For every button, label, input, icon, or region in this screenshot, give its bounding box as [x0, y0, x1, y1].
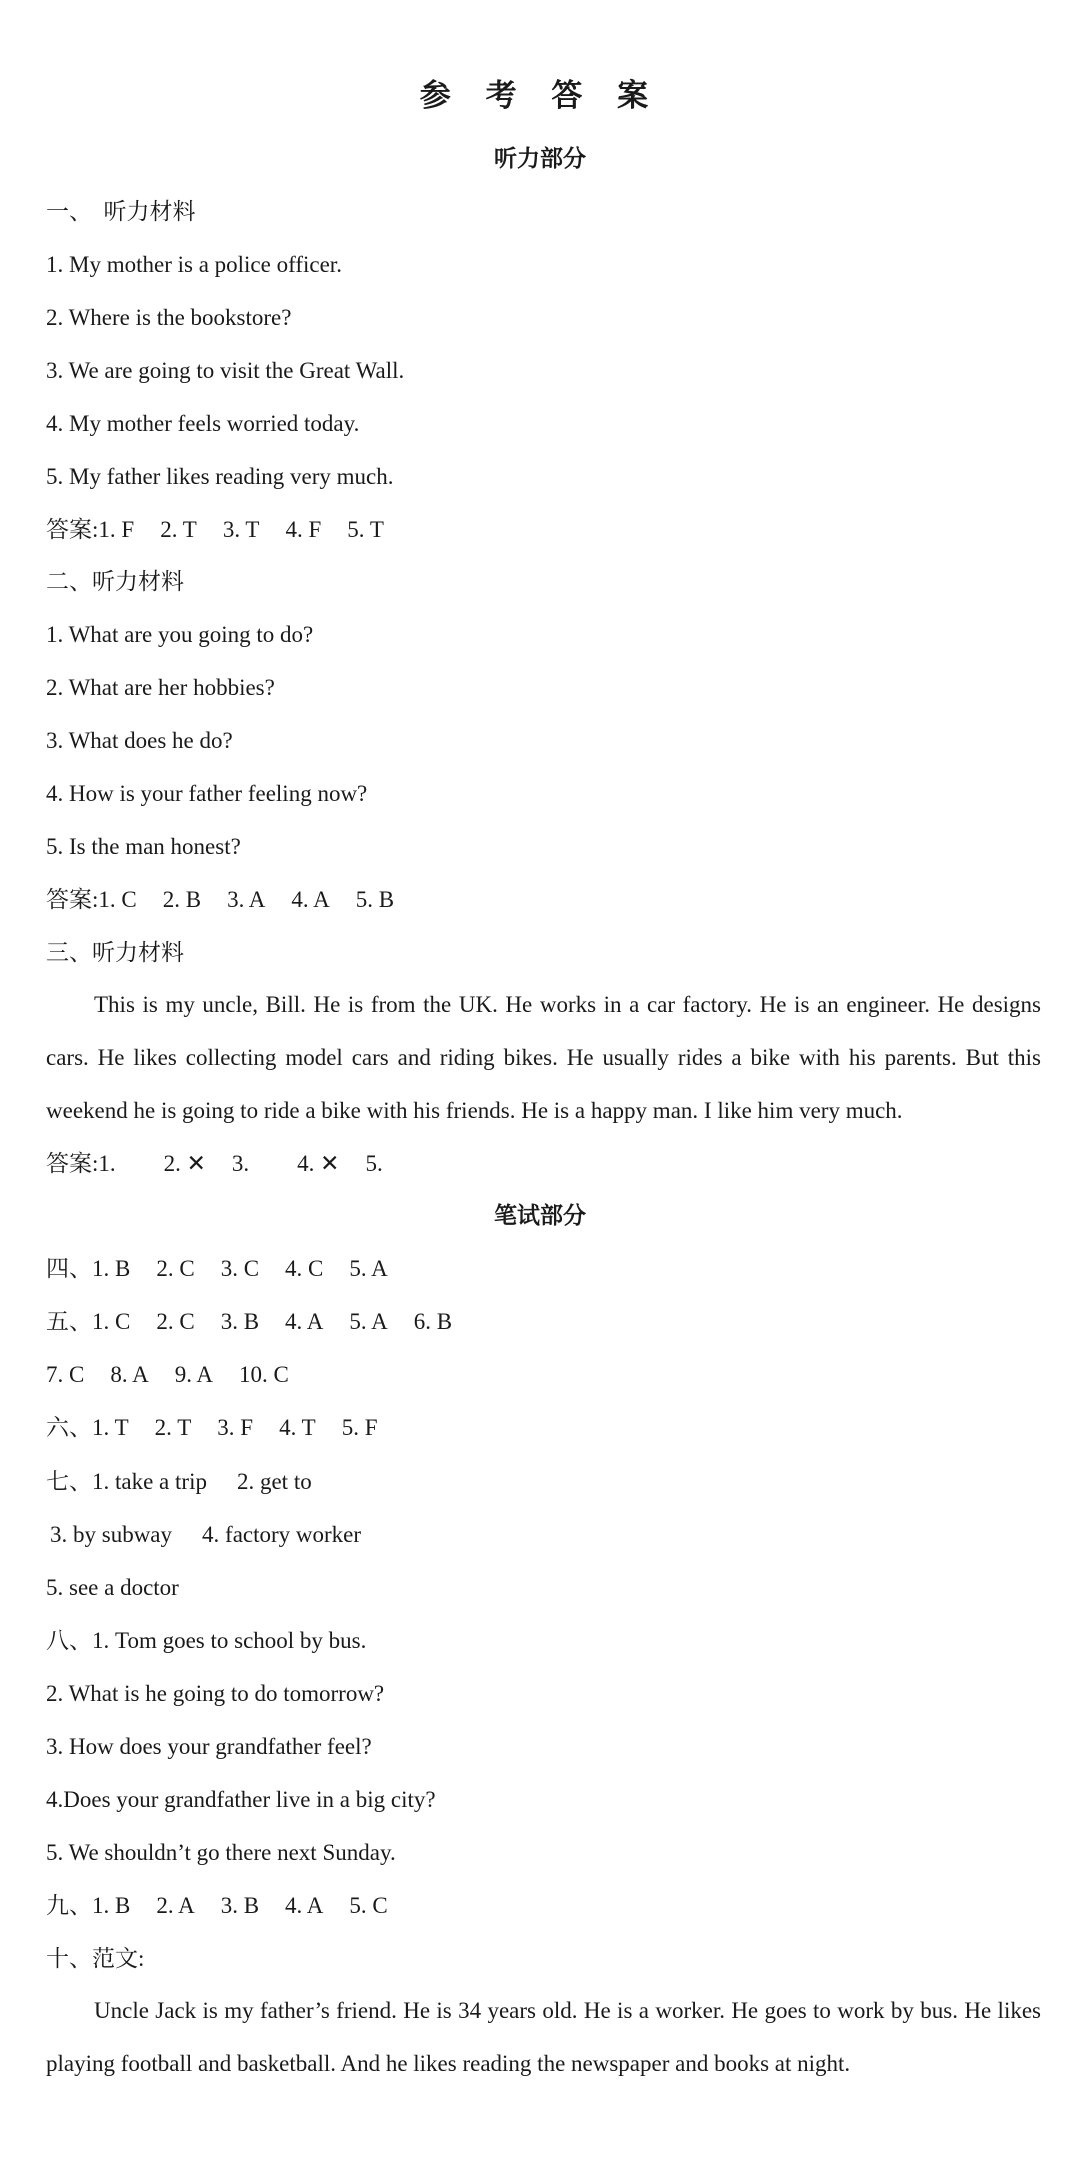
section2-item-1: 1. What are you going to do?	[46, 622, 314, 647]
section1-answers	[46, 515, 1046, 545]
section3-passage: This is my uncle, Bill. He is from the UK. He works in a car factory. He is an engineer. He designs cars. He likes collecting model cars and riding bikes. He usually rides a bike with his parents. But this weekend he is going to ride a bike with his friends. He is a happy man. I like him very much.	[46, 992, 1041, 1123]
section-prefix: 九、	[46, 1893, 92, 1918]
section2-item-4: 4. How is your father feeling now?	[46, 781, 368, 806]
section-prefix: 五、	[46, 1309, 92, 1334]
answer: 1. C	[92, 1309, 131, 1334]
answer: 1. B	[92, 1256, 131, 1281]
section8-item-2: 2. What is he going to do tomorrow?	[46, 1681, 385, 1706]
section8-item-1	[46, 1626, 1046, 1656]
answer: 3. by subway	[50, 1522, 173, 1547]
answer-prefix: 答案:	[46, 1151, 99, 1176]
section3-answers	[46, 1149, 1046, 1179]
section2-item-3: 3. What does he do?	[46, 728, 233, 753]
section1-item-5: 5. My father likes reading very much.	[46, 464, 394, 489]
answer: 2. C	[156, 1309, 195, 1334]
answer: 5. C	[349, 1893, 388, 1918]
section-prefix: 六、	[46, 1415, 92, 1440]
section2-item-5: 5. Is the man honest?	[46, 834, 241, 859]
answer: 3. B	[220, 1893, 260, 1918]
section7-line1	[46, 1467, 1046, 1497]
answer: 1.	[98, 1151, 116, 1176]
answer-prefix: 答案:	[46, 887, 99, 912]
section4-answers	[46, 1254, 1046, 1284]
section2-answers	[46, 885, 1046, 915]
section10-label: 十、范文:	[46, 1946, 145, 1971]
answer: 5. T	[347, 517, 384, 542]
answer: 4. A	[285, 1893, 324, 1918]
section7-line2	[50, 1520, 1050, 1550]
answer: 1. F	[98, 517, 135, 542]
answer: 9. A	[174, 1362, 214, 1387]
answer: 4. factory worker	[202, 1522, 362, 1547]
answer: 3. C	[220, 1256, 260, 1281]
answer: 4. A	[291, 887, 330, 912]
answer: 3. A	[227, 887, 266, 912]
answer-prefix: 答案:	[46, 517, 99, 542]
listening-heading: 听力部分	[494, 146, 586, 172]
answer: 1. T	[92, 1415, 129, 1440]
answer: 2. A	[156, 1893, 195, 1918]
answer: 1. B	[92, 1893, 131, 1918]
section5-answers	[46, 1307, 1046, 1337]
answer: 2. B	[162, 887, 202, 912]
section7-line3: 5. see a doctor	[46, 1575, 179, 1600]
answer: 1. C	[98, 887, 137, 912]
page-title: 参 考 答 案	[419, 78, 661, 114]
answer: 6. B	[413, 1309, 453, 1334]
answer: 2. T	[154, 1415, 192, 1440]
answer: 5. A	[349, 1309, 388, 1334]
written-heading: 笔试部分	[494, 1203, 586, 1229]
answer: 7. C	[46, 1362, 85, 1387]
answer: 5.	[365, 1151, 383, 1176]
section1-item-2: 2. Where is the bookstore?	[46, 305, 292, 330]
section3-label: 三、听力材料	[46, 940, 184, 965]
section1-item-3: 3. We are going to visit the Great Wall.	[46, 358, 405, 383]
section8-item-4: 4.Does your grandfather live in a big city?	[46, 1787, 436, 1812]
answer: 4. A	[285, 1309, 324, 1334]
section2-label: 二、听力材料	[46, 569, 184, 594]
answer: 4. C	[285, 1256, 324, 1281]
section1-label: 一、 听力材料	[46, 199, 196, 224]
section2-item-2: 2. What are her hobbies?	[46, 675, 275, 700]
section8-item-3: 3. How does your grandfather feel?	[46, 1734, 372, 1759]
answer: 3. F	[217, 1415, 254, 1440]
section6-answers	[46, 1413, 1046, 1443]
section-prefix: 四、	[46, 1256, 92, 1281]
answer: 3. B	[220, 1309, 260, 1334]
section1-item-1: 1. My mother is a police officer.	[46, 252, 342, 277]
section5-answers-cont	[46, 1360, 1046, 1390]
answer: 2. T	[160, 517, 197, 542]
answer: 5. F	[341, 1415, 378, 1440]
answer: 3. T	[222, 517, 260, 542]
answer: 2. C	[156, 1256, 195, 1281]
section8-item-5: 5. We shouldn’t go there next Sunday.	[46, 1840, 396, 1865]
answer: 1. take a trip	[92, 1469, 207, 1494]
answer: 2. get to	[236, 1469, 312, 1494]
section-prefix: 七、	[46, 1469, 92, 1494]
sentence: 1. Tom goes to school by bus.	[92, 1628, 367, 1653]
answer: 8. A	[110, 1362, 149, 1387]
section-prefix: 八、	[46, 1628, 92, 1653]
answer: 4. T	[279, 1415, 316, 1440]
answer: 3.	[231, 1151, 250, 1176]
answer: 2. ✕	[163, 1151, 206, 1176]
answer: 5. B	[355, 887, 395, 912]
section1-item-4: 4. My mother feels worried today.	[46, 411, 360, 436]
answer: 4. ✕	[297, 1151, 340, 1176]
section9-answers	[46, 1891, 1046, 1921]
answer: 4. F	[285, 517, 322, 542]
answer: 5. A	[349, 1256, 388, 1281]
section10-essay: Uncle Jack is my father’s friend. He is 34 years old. He is a worker. He goes to work by bus. He likes playing football and basketball. And he likes reading the newspaper and books at night.	[46, 1998, 1041, 2076]
answer: 10. C	[239, 1362, 289, 1387]
